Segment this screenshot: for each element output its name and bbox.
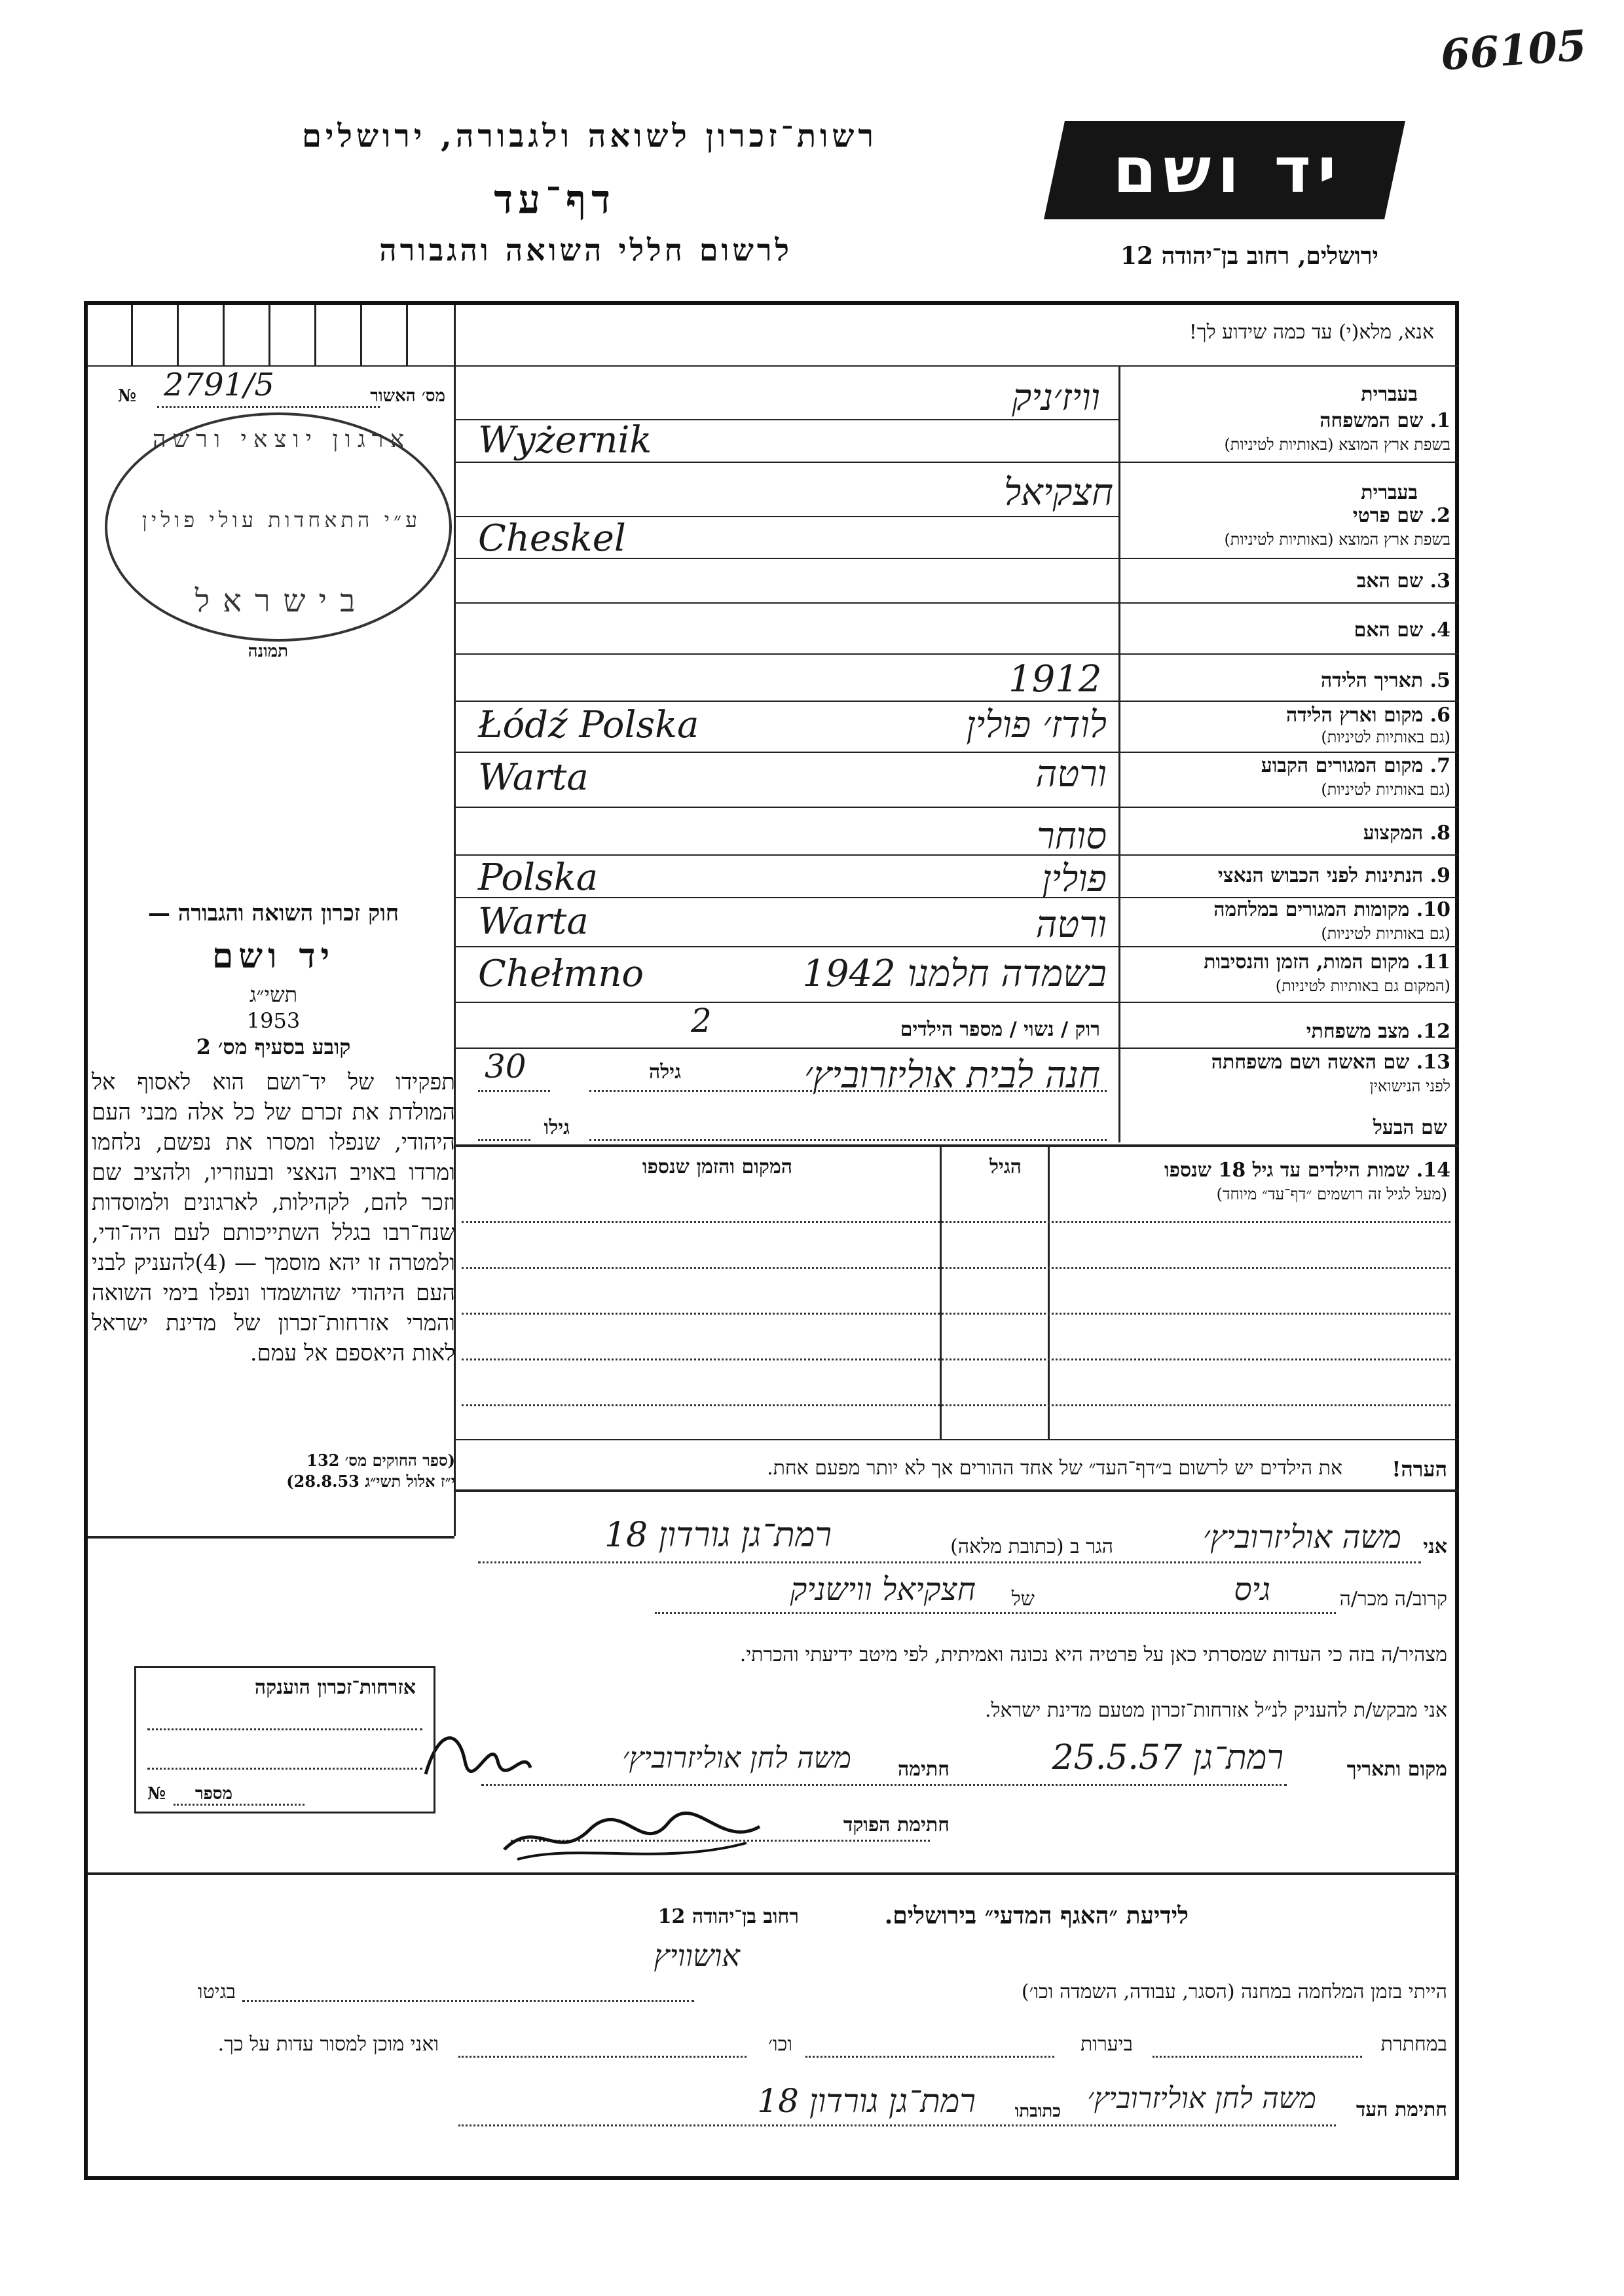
- mother-name-label: 4. שם האם: [1354, 619, 1450, 642]
- witness-section-title: לידיעת ״האגף המדעי״ בירושלים.: [884, 1902, 1189, 1929]
- wife-name-label: 13. שם האשה ושם משפחתה: [1211, 1051, 1450, 1074]
- registration-label: מס׳ האשור: [370, 386, 445, 406]
- death-place-label: 11. מקום המות, הזמן והנסיבות: [1204, 951, 1450, 974]
- registration-number: 2791/5: [164, 367, 274, 403]
- row-line: [454, 807, 1459, 808]
- children-col-age: הגיל: [989, 1156, 1022, 1178]
- law-section: קובע בסעיף מס׳ 2: [196, 1034, 351, 1059]
- profession-value: סוחר: [1037, 815, 1107, 858]
- citizenship-number-line: [174, 1804, 304, 1806]
- citizenship-box-no-mark: №: [147, 1784, 166, 1804]
- box-line: [314, 305, 316, 365]
- row-line: [454, 1002, 1459, 1003]
- row-line: [454, 602, 1459, 604]
- birth-date-label: 5. תאריך הלידה: [1321, 669, 1450, 692]
- law-source: [92, 1450, 455, 1492]
- row-line: [454, 1439, 1459, 1440]
- husband-age-line: [478, 1139, 530, 1141]
- box-line: [406, 305, 408, 365]
- profession-label: 8. המקצוע: [1363, 822, 1450, 845]
- wartime-residence-hebrew: ורטה: [1035, 903, 1107, 946]
- in-hebrew-label-2: בעברית: [1361, 481, 1418, 504]
- family-name-sub: בשפת ארץ המוצא (באותיות לטיניות): [1224, 435, 1450, 454]
- place-date-label: מקום ותאריך: [1346, 1758, 1447, 1781]
- law-text: תפקידו של יד־ושם הוא לאסוף אל המולדת את זכרם של כל אלה מבני העם היהודי, שנפלו ומסרו את נפשם, נלחמו ומרדו באויב הנאצי ובעוזריו, ולהציב שם וזכר להם, לקהילות, לארגונים ולמוסדות שנח־רבו בגלל השתייכותם לעם היה־ודי, ולמטרה זו יהא מוסמך — (4)להעניק לבני העם היהודי שהושמדו ונפלו בימי השואה והמרי אזרחות־זכרון של מדינת ישראל לאות היאספם אל עמם.: [92, 1069, 455, 1366]
- law-year: 1953: [246, 1008, 301, 1033]
- father-name-label: 3. שם האב: [1356, 570, 1450, 592]
- archive-number: 66105: [1439, 21, 1589, 81]
- note-label: הערה!: [1392, 1457, 1447, 1482]
- place-date-value: רמת־גן 25.5.57: [1052, 1738, 1283, 1777]
- witness-signature: משה לחן אוליזרוביץ׳: [1087, 2082, 1316, 2115]
- instruction-text: אנא, מלא(י) עד כמה שידוע לך!: [1189, 321, 1434, 344]
- husband-name-label: שם הבעל: [1373, 1116, 1447, 1139]
- witness-signature-line: [458, 2124, 1336, 2126]
- death-place-sub: (המקום גם באותיות לטיניות): [1275, 977, 1450, 995]
- relative-of-value: חצקיאל ווישניק: [790, 1571, 976, 1608]
- declarant-address: רמת־גן גורדון 18: [604, 1516, 832, 1555]
- citizenship-box-line: [147, 1728, 422, 1730]
- witness-section-line: [88, 1872, 1459, 1875]
- citizenship-box-title: אזרחות־זכרון הוענקה: [254, 1676, 416, 1699]
- first-name-hebrew: חצקיאל: [1004, 471, 1113, 514]
- family-status-label: 12. מצב משפחתי: [1306, 1020, 1450, 1043]
- row-line: [454, 854, 1459, 856]
- husband-age-label: גילו: [544, 1116, 570, 1139]
- children-count: 2: [691, 1002, 712, 1040]
- citizenship-label: 9. הנתינות לפני הכבוש הנאצי: [1217, 864, 1450, 887]
- children-row-line: [462, 1267, 1450, 1269]
- family-name-hebrew: וויז׳ניק: [1012, 376, 1100, 419]
- row-line: [454, 462, 1459, 463]
- children-label: 14. שמות הילדים עד גיל 18 שנספו: [1164, 1159, 1450, 1182]
- declarant-name: משה אוליזרוביץ׳: [1203, 1519, 1401, 1556]
- forests-line: [805, 2056, 1054, 2058]
- wife-age: 30: [485, 1048, 526, 1085]
- underground-label: במחתרת: [1380, 2033, 1447, 2056]
- relation-value: גיס: [1234, 1571, 1270, 1608]
- box-line: [268, 305, 270, 365]
- header-address: ירושלים, רחוב בן־יהודה 12: [1120, 242, 1378, 270]
- wartime-residence-sub: (גם באותיות לטיניות): [1321, 924, 1450, 943]
- first-name-label: 2. שם פרטי: [1352, 504, 1450, 527]
- signature-label: חתימה: [898, 1758, 950, 1781]
- children-sub: (מעל לגיל זה רושמים ״דף־עד״ מיוחד): [1216, 1185, 1447, 1203]
- of-label: של: [1011, 1588, 1035, 1611]
- box-line: [360, 305, 362, 365]
- wife-name-line: [589, 1090, 1107, 1092]
- citizenship-box-number-label: מספר: [194, 1784, 232, 1804]
- birth-place-sub: (גם באותיות לטיניות): [1321, 728, 1450, 746]
- family-name-latin: Wyżernik: [478, 419, 652, 462]
- official-signature-scribble: [498, 1804, 773, 1876]
- ready-label: ואני מוכן למסור עדות על כך.: [217, 2033, 439, 2056]
- box-line: [223, 305, 225, 365]
- law-source-line-2: י״ז אלול תשי״ג 28.8.53): [286, 1472, 455, 1491]
- wartime-residence-latin: Warta: [478, 900, 589, 943]
- first-name-sub: בשפת ארץ המוצא (באותיות לטיניות): [1224, 530, 1450, 549]
- etc-line: [458, 2056, 747, 2058]
- label-divider: [1118, 367, 1120, 1142]
- row-line: [454, 365, 1459, 367]
- children-row-line: [462, 1313, 1450, 1315]
- declaration-statement: מצהיר/ה בזה כי העדות שמסרתי כאן על פרטיה היא נכונה ואמיתית, לפי מיטב ידיעתי והכרתי.: [739, 1643, 1447, 1666]
- etc-label: וכו׳: [768, 2033, 792, 2056]
- death-place-hebrew: בשמדה חלמנו 1942: [802, 953, 1107, 995]
- row-line: [454, 653, 1459, 655]
- law-title: חוק זכרון השואה והגבורה —: [147, 900, 399, 926]
- wartime-residence-label: 10. מקומות המגורים במלחמה: [1213, 898, 1450, 921]
- witness-camp-line: [242, 2000, 694, 2002]
- children-row-line: [462, 1404, 1450, 1406]
- in-hebrew-label-1: בעברית: [1361, 383, 1418, 406]
- death-place-latin: Chełmno: [478, 953, 644, 995]
- form-purpose: לרשום חללי השואה והגבורה: [379, 232, 792, 268]
- row-line: [454, 558, 1459, 559]
- wife-name-sub: לפני הנישואין: [1369, 1077, 1450, 1095]
- citizenship-box-line: [147, 1768, 422, 1770]
- forests-label: ביערות: [1080, 2033, 1133, 2056]
- witness-section-address: רחוב בן־יהודה 12: [657, 1905, 799, 1928]
- row-line: [454, 946, 1459, 947]
- signature-line: [481, 1784, 1287, 1786]
- stamp-line-3: בישראל: [194, 583, 369, 619]
- resides-label: הגר ב (כתובת מלאה): [950, 1535, 1113, 1558]
- relative-line: [655, 1612, 1336, 1614]
- side-bottom-line: [88, 1536, 454, 1539]
- relative-label: קרוב/ה מכר/ה: [1339, 1588, 1447, 1611]
- in-ghetto-label: בגיטו: [197, 1980, 236, 2003]
- declarant-signature: משה לחן אוליזרוביץ׳: [622, 1741, 851, 1775]
- note-text: את הילדים יש לרשום ב״דף־העד״ של אחד ההורים אך לא יותר מפעם אחת.: [767, 1457, 1342, 1480]
- residence-latin: Warta: [478, 756, 589, 799]
- residence-sub: (גם באותיות לטיניות): [1321, 780, 1450, 799]
- first-name-latin: Cheskel: [478, 517, 626, 560]
- row-line: [454, 752, 1459, 753]
- yad-vashem-logo: יד ושם: [1113, 134, 1343, 207]
- law-name: יד ושם: [212, 936, 335, 976]
- residence-hebrew: ורטה: [1035, 753, 1107, 795]
- declaration-request: אני מבקש/ת להעניק לנ״ל אזרחות־זכרון מטעם מדינת ישראל.: [984, 1699, 1447, 1722]
- box-line: [131, 305, 133, 365]
- box-line: [177, 305, 179, 365]
- section-line: [454, 1144, 1459, 1147]
- witness-address: רמת־גן גורדון 18: [757, 2082, 976, 2120]
- children-col-place: המקום והזמן שנספו: [642, 1156, 792, 1178]
- birth-place-hebrew: לודז׳ פולין: [966, 704, 1107, 746]
- header-authority: רשות־זכרון לשואה ולגבורה, ירושלים: [301, 118, 877, 155]
- wife-age-line: [478, 1090, 550, 1092]
- birth-date-value: 1912: [1008, 658, 1102, 701]
- official-signature-label: חתימת הפוקד: [843, 1813, 950, 1836]
- declaration-line: [478, 1561, 1421, 1563]
- birth-place-label: 6. מקום וארץ הלידה: [1285, 704, 1450, 727]
- stamp-line-1: ארגון יוצאי ורשה: [152, 426, 411, 453]
- birth-place-latin: Łódź Polska: [478, 704, 699, 746]
- law-year-hebrew: תשי״ג: [249, 982, 298, 1007]
- children-row-line: [462, 1358, 1450, 1360]
- wife-age-label: גילה: [648, 1061, 681, 1084]
- form-title: דף־עד: [494, 177, 616, 223]
- witness-line-1: הייתי בזמן המלחמה במחנה (הסגר, עבודה, השמדה וכו׳): [1021, 1980, 1447, 2003]
- registration-line: [157, 406, 380, 408]
- stamp-line-2: ע״י התאחדות עולי פולין: [141, 507, 422, 532]
- registration-no-mark: №: [118, 386, 137, 406]
- witness-address-label: כתובתו: [1014, 2102, 1061, 2121]
- citizenship-hebrew: פולין: [1042, 858, 1107, 900]
- children-row-line: [462, 1221, 1450, 1223]
- wife-name-value: חנה לבית אוליזרוביץ׳: [804, 1054, 1100, 1097]
- witness-camp-handwritten: אושוויץ: [654, 1938, 740, 1973]
- witness-signature-label: חתימת העד: [1356, 2098, 1447, 2121]
- photo-label: תמונה: [248, 642, 288, 661]
- declarant-signature-scribble: [419, 1722, 537, 1794]
- residence-label: 7. מקום המגורים הקבוע: [1261, 754, 1450, 777]
- family-name-label: 1. שם המשפחה: [1320, 409, 1450, 432]
- husband-name-line: [589, 1139, 1107, 1141]
- declaration-i-label: אני: [1423, 1535, 1447, 1558]
- children-col-divider: [940, 1144, 942, 1439]
- underground-line: [1153, 2056, 1362, 2058]
- children-col-divider: [1048, 1144, 1050, 1439]
- row-line: [454, 701, 1459, 702]
- law-source-line-1: (ספר החוקים מס׳ 132: [306, 1451, 455, 1470]
- family-status-options: רוק / נשוי / מספר הילדים: [900, 1018, 1100, 1041]
- row-line: [454, 1489, 1459, 1492]
- citizenship-latin: Polska: [478, 856, 599, 899]
- row-line: [454, 1048, 1459, 1049]
